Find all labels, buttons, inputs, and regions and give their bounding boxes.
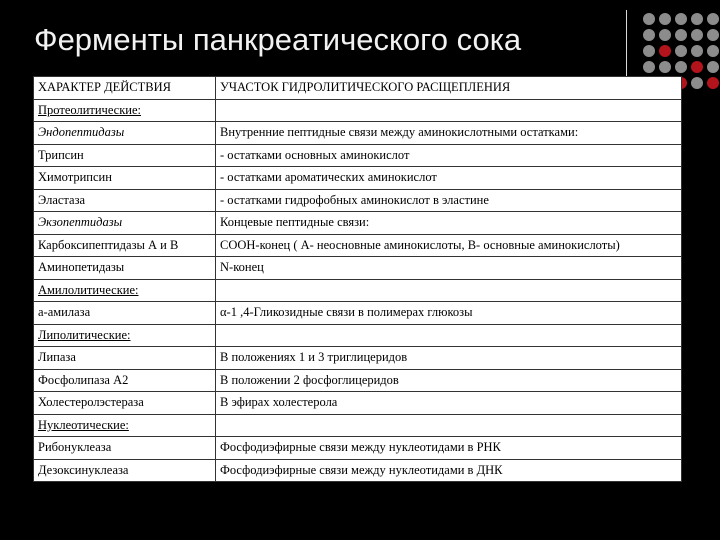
decor-dot-gray (707, 45, 719, 57)
section-title: Протеолитические: (34, 99, 216, 122)
enzyme-name: Карбоксипептидазы А и В (34, 234, 216, 257)
cleavage-site: - остатками гидрофобных аминокислот в эластине (216, 189, 682, 212)
cleavage-site: Внутренние пептидные связи между аминокислотными остатками: (216, 122, 682, 145)
decor-dot-gray (675, 29, 687, 41)
decor-dot-red (707, 77, 719, 89)
header-site: УЧАСТОК ГИДРОЛИТИЧЕСКОГО РАСЩЕПЛЕНИЯ (216, 77, 682, 100)
cleavage-site (216, 414, 682, 437)
enzyme-name: a-амилаза (34, 302, 216, 325)
cleavage-site (216, 99, 682, 122)
decor-dot-gray (691, 29, 703, 41)
cleavage-site: В эфирах холестерола (216, 392, 682, 415)
table-row (34, 212, 682, 235)
decor-dot-gray (675, 13, 687, 25)
section-title: Нуклеотические: (34, 414, 216, 437)
table-row (34, 234, 682, 257)
table-header-row (34, 77, 682, 100)
decor-dot-gray (643, 13, 655, 25)
decor-dot-gray (675, 45, 687, 57)
cleavage-site: N-конец (216, 257, 682, 280)
cleavage-site: Фосфодиэфирные связи между нуклеотидами в РНК (216, 437, 682, 460)
cleavage-site (216, 324, 682, 347)
decor-dot-red (659, 45, 671, 57)
cleavage-site: α-1 ,4-Гликозидные связи в полимерах глюкозы (216, 302, 682, 325)
enzyme-name: Эластаза (34, 189, 216, 212)
table-section-row (34, 324, 682, 347)
decor-dot-gray (659, 29, 671, 41)
decor-dot-gray (643, 29, 655, 41)
table-row (34, 167, 682, 190)
table-row (34, 144, 682, 167)
decor-dot-gray (691, 45, 703, 57)
table-row (34, 392, 682, 415)
enzyme-name: Липаза (34, 347, 216, 370)
enzyme-name: Холестеролэстераза (34, 392, 216, 415)
cleavage-site: Концевые пептидные связи: (216, 212, 682, 235)
decor-dot-gray (643, 61, 655, 73)
table-section-row (34, 99, 682, 122)
cleavage-site: - остатками ароматических аминокислот (216, 167, 682, 190)
cleavage-site: В положениях 1 и 3 триглицеридов (216, 347, 682, 370)
table-row (34, 459, 682, 482)
decor-dot-gray (659, 61, 671, 73)
decor-dot-gray (691, 13, 703, 25)
table-row (34, 369, 682, 392)
decor-dot-gray (659, 13, 671, 25)
enzyme-name: Дезоксинуклеаза (34, 459, 216, 482)
decor-dot-gray (675, 61, 687, 73)
enzyme-name: Экзопептидазы (34, 212, 216, 235)
enzyme-table (33, 76, 682, 482)
enzyme-name: Рибонуклеаза (34, 437, 216, 460)
enzyme-name: Эндопептидазы (34, 122, 216, 145)
decor-dot-gray (707, 61, 719, 73)
table-section-row (34, 279, 682, 302)
cleavage-site: В положении 2 фосфоглицеридов (216, 369, 682, 392)
table-row (34, 122, 682, 145)
table-row (34, 189, 682, 212)
table-row (34, 347, 682, 370)
decor-dot-gray (691, 77, 703, 89)
table-row (34, 302, 682, 325)
table-row (34, 437, 682, 460)
decor-dot-gray (707, 13, 719, 25)
header-action: ХАРАКТЕР ДЕЙСТВИЯ (34, 77, 216, 100)
enzyme-name: Трипсин (34, 144, 216, 167)
cleavage-site: Фосфодиэфирные связи между нуклеотидами в ДНК (216, 459, 682, 482)
section-title: Амилолитические: (34, 279, 216, 302)
decor-dot-gray (707, 29, 719, 41)
cleavage-site: - остатками основных аминокислот (216, 144, 682, 167)
enzyme-name: Химотрипсин (34, 167, 216, 190)
table-section-row (34, 414, 682, 437)
table-row (34, 257, 682, 280)
decor-dot-red (691, 61, 703, 73)
cleavage-site (216, 279, 682, 302)
section-title: Липолитические: (34, 324, 216, 347)
slide-title: Ферменты панкреатического сока (34, 22, 522, 57)
enzyme-name: Фосфолипаза А2 (34, 369, 216, 392)
cleavage-site: СООН-конец ( А- неосновные аминокислоты, В- основные аминокислоты) (216, 234, 682, 257)
decor-dot-gray (643, 45, 655, 57)
enzyme-name: Аминопетидазы (34, 257, 216, 280)
